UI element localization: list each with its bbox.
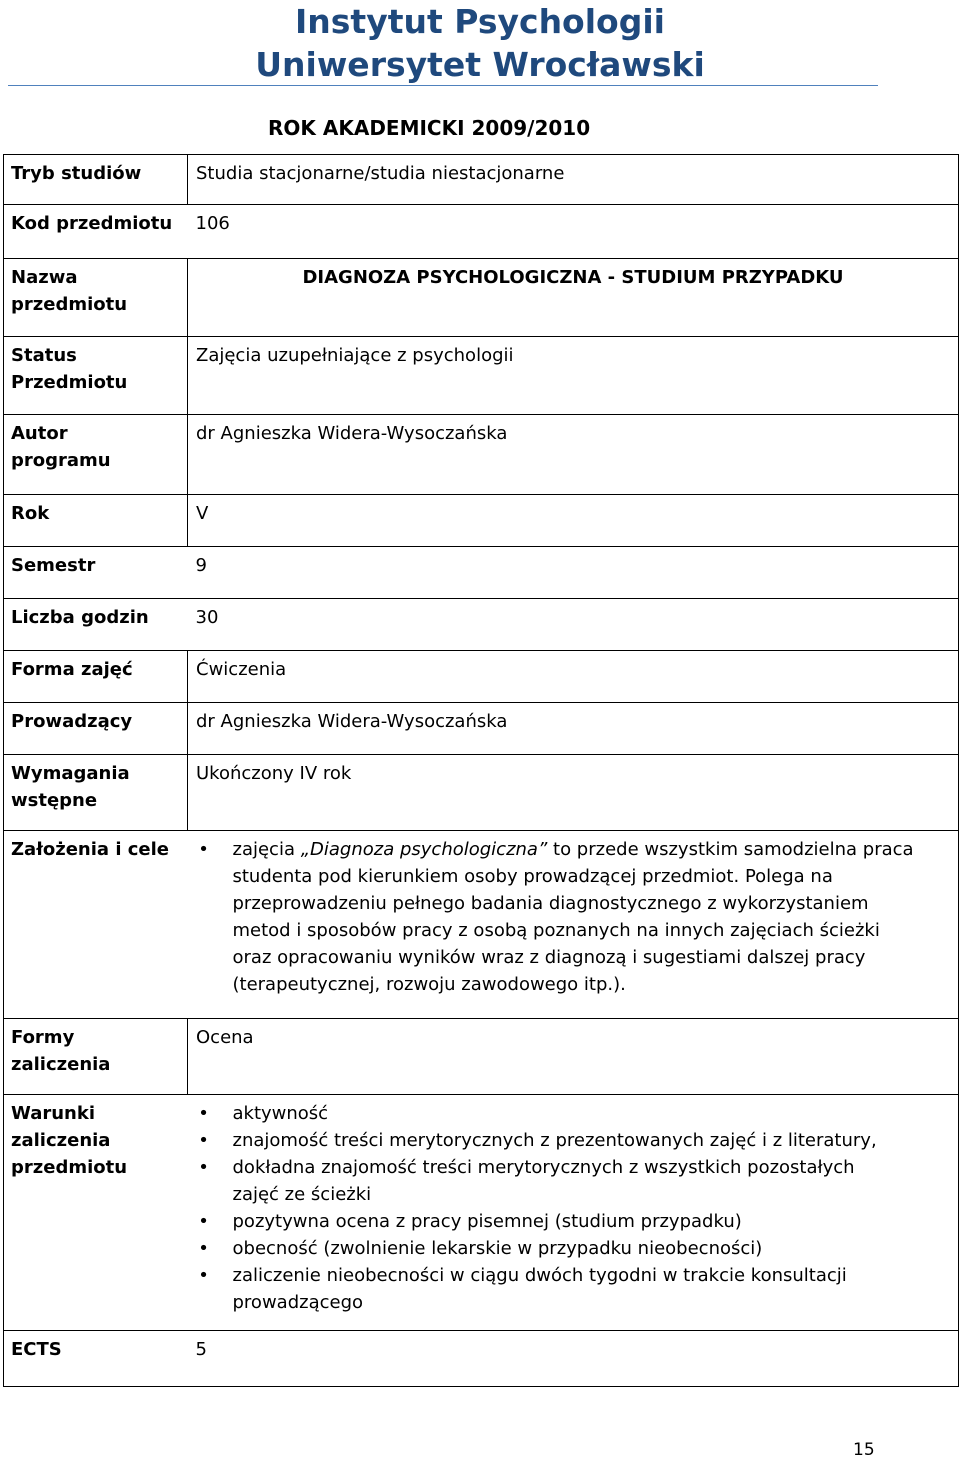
label-ects: ECTS (4, 1331, 188, 1387)
label-semestr: Semestr (4, 547, 188, 599)
value-tryb: Studia stacjonarne/studia niestacjonarne (188, 155, 959, 205)
label-status-line1: Status (11, 345, 77, 366)
label-autor-line2: programu (11, 450, 111, 471)
list-item (194, 836, 959, 998)
value-zalozenia (188, 831, 959, 1019)
label-prowadzacy: Prowadzący (4, 703, 188, 755)
row-tryb (4, 155, 959, 205)
page-number: 15 (853, 1440, 875, 1460)
label-warunki-line1: Warunki (11, 1103, 96, 1124)
header-rule (8, 85, 878, 86)
bullet-icon: • (198, 1211, 209, 1232)
institute-header (0, 0, 960, 86)
course-name: DIAGNOZA PSYCHOLOGICZNA - STUDIUM PRZYPADKU (188, 259, 959, 337)
row-zalozenia (4, 831, 959, 1019)
value-warunki (188, 1095, 959, 1331)
row-prowadzacy (4, 703, 959, 755)
zalozenia-line3: przeprowadzeniu pełnego badania diagnostycznego z wykorzystaniem (232, 893, 869, 914)
row-status (4, 337, 959, 415)
row-wymagania (4, 755, 959, 831)
label-formy-line2: zaliczenia (11, 1054, 111, 1075)
value-formy: Ocena (188, 1019, 959, 1095)
bullet-icon: • (198, 839, 209, 860)
course-table (3, 154, 959, 1387)
warunki-item-text-cont: zajęć ze ścieżki (232, 1184, 372, 1205)
value-forma: Ćwiczenia (188, 651, 959, 703)
value-semestr: 9 (188, 547, 959, 599)
label-formy-line1: Formy (11, 1027, 75, 1048)
list-item (194, 1208, 959, 1235)
value-wymagania: Ukończony IV rok (188, 755, 959, 831)
university-name: Uniwersytet Wrocławski (255, 45, 705, 84)
bullet-icon: • (198, 1130, 209, 1151)
value-ects: 5 (188, 1331, 959, 1387)
zalozenia-line4: metod i sposobów pracy z osobą poznanych na innych zajęciach ścieżki (232, 920, 880, 941)
row-ects (4, 1331, 959, 1387)
zalozenia-list (194, 836, 959, 998)
label-nazwa (4, 259, 188, 337)
zalozenia-prefix: zajęcia (232, 839, 301, 860)
row-formy (4, 1019, 959, 1095)
row-warunki (4, 1095, 959, 1331)
row-forma (4, 651, 959, 703)
bullet-icon: • (198, 1265, 209, 1286)
label-wymagania-line1: Wymagania (11, 763, 130, 784)
value-rok: V (188, 495, 959, 547)
label-wymagania-line2: wstępne (11, 790, 98, 811)
list-item (194, 1127, 959, 1154)
warunki-item-text: dokładna znajomość treści merytorycznych z wszystkich pozostałych (232, 1157, 855, 1178)
label-zalozenia: Założenia i cele (4, 831, 188, 1019)
warunki-item-text: zaliczenie nieobecności w ciągu dwóch tygodni w trakcie konsultacji (232, 1265, 847, 1286)
value-kod: 106 (188, 205, 959, 259)
label-warunki-line3: przedmiotu (11, 1157, 128, 1178)
value-godziny: 30 (188, 599, 959, 651)
label-warunki-line2: zaliczenia (11, 1130, 111, 1151)
academic-year: ROK AKADEMICKI 2009/2010 (268, 116, 591, 140)
label-forma: Forma zajęć (4, 651, 188, 703)
list-item (194, 1100, 959, 1127)
zalozenia-line1-rest: to przede wszystkim samodzielna praca (547, 839, 914, 860)
row-autor (4, 415, 959, 495)
label-formy (4, 1019, 188, 1095)
row-semestr (4, 547, 959, 599)
bullet-icon: • (198, 1157, 209, 1178)
warunki-item-text: obecność (zwolnienie lekarskie w przypadku nieobecności) (232, 1238, 763, 1259)
value-prowadzacy: dr Agnieszka Widera-Wysoczańska (188, 703, 959, 755)
row-nazwa (4, 259, 959, 337)
label-tryb: Tryb studiów (4, 155, 188, 205)
label-status (4, 337, 188, 415)
label-warunki (4, 1095, 188, 1331)
warunki-item-text: aktywność (232, 1103, 329, 1124)
warunki-item-text: znajomość treści merytorycznych z prezentowanych zajęć i z literatury, (232, 1130, 877, 1151)
bullet-icon: • (198, 1238, 209, 1259)
list-item (194, 1154, 959, 1208)
list-item (194, 1235, 959, 1262)
zalozenia-course-title: „Diagnoza psychologiczna” (300, 839, 548, 860)
zalozenia-line6: (terapeutycznej, rozwoju zawodowego itp.). (232, 974, 626, 995)
list-item (194, 1262, 959, 1316)
row-kod (4, 205, 959, 259)
zalozenia-line2: studenta pod kierunkiem osoby prowadzącej przedmiot. Polega na (232, 866, 833, 887)
bullet-icon: • (198, 1103, 209, 1124)
label-nazwa-line1: Nazwa (11, 267, 78, 288)
row-godziny (4, 599, 959, 651)
warunki-item-text-cont: prowadzącego (232, 1292, 364, 1313)
warunki-item-text: pozytywna ocena z pracy pisemnej (studium przypadku) (232, 1211, 742, 1232)
label-kod: Kod przedmiotu (4, 205, 188, 259)
zalozenia-line5: oraz opracowaniu wyników wraz z diagnozą i sugestiami dalszej pracy (232, 947, 866, 968)
label-nazwa-line2: przedmiotu (11, 294, 128, 315)
warunki-list (194, 1100, 959, 1316)
label-rok: Rok (4, 495, 188, 547)
label-status-line2: Przedmiotu (11, 372, 128, 393)
value-status: Zajęcia uzupełniające z psychologii (188, 337, 959, 415)
label-autor (4, 415, 188, 495)
institute-name: Instytut Psychologii (295, 2, 665, 41)
value-autor: dr Agnieszka Widera-Wysoczańska (188, 415, 959, 495)
label-godziny: Liczba godzin (4, 599, 188, 651)
row-rok (4, 495, 959, 547)
label-autor-line1: Autor (11, 423, 68, 444)
label-wymagania (4, 755, 188, 831)
